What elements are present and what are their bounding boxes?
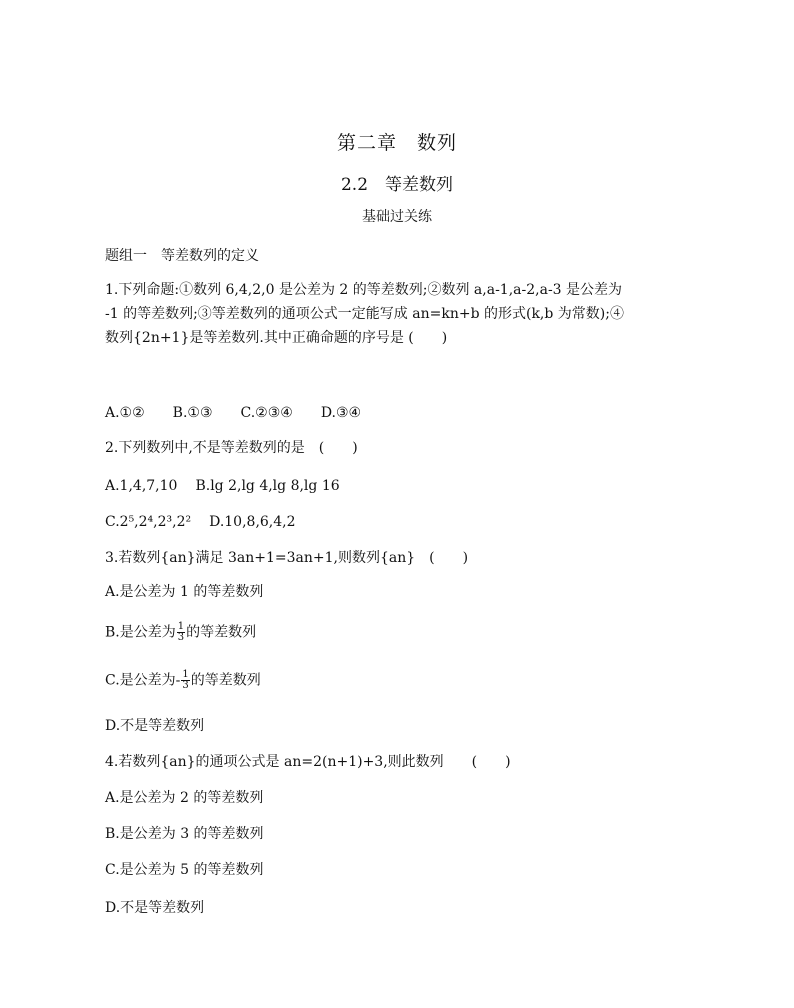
q2-option-d: D.10,8,6,4,2 <box>209 514 296 530</box>
q1-line-2: -1 的等差数列;③等差数列的通项公式一定能写成 an=kn+b 的形式(k,b 为常数);④ <box>105 306 624 322</box>
fraction-one-third <box>177 622 185 643</box>
group-title: 题组一 等差数列的定义 <box>105 248 259 264</box>
fraction-numerator: 1 <box>177 621 185 632</box>
q2-option-a: A.1,4,7,10 <box>105 478 178 494</box>
q2-options-row-1 <box>105 476 340 496</box>
q4-option-d: D.不是等差数列 <box>105 900 205 916</box>
q3-option-c-prefix: C.是公差为- <box>105 672 181 689</box>
q1-line-1: 1.下列命题:①数列 6,4,2,0 是公差为 2 的等差数列;②数列 a,a-1,a-2,a-3 是公差为 <box>105 282 623 298</box>
q3-option-b <box>105 622 256 643</box>
q4-option-c: C.是公差为 5 的等差数列 <box>105 862 264 878</box>
q4-option-b: B.是公差为 3 的等差数列 <box>105 826 264 842</box>
q3-stem: 3.若数列{an}满足 3an+1=3an+1,则数列{an} ( ) <box>105 550 469 566</box>
q3-option-c <box>105 670 261 691</box>
fraction-one-third <box>181 670 189 691</box>
practice-subtitle: 基础过关练 <box>362 209 432 225</box>
q2-option-c: C.2⁵,2⁴,2³,2² <box>105 514 192 530</box>
fraction-denominator: 3 <box>182 680 189 691</box>
q1-options: A.①② B.①③ C.②③④ D.③④ <box>105 405 362 421</box>
q4-stem: 4.若数列{an}的通项公式是 an=2(n+1)+3,则此数列 ( ) <box>105 754 511 770</box>
section-title: 2.2 等差数列 <box>340 175 454 195</box>
chapter-title: 第二章 数列 <box>336 132 457 154</box>
q2-options-row-2 <box>105 512 296 532</box>
fraction-denominator: 3 <box>177 632 185 643</box>
q3-option-b-prefix: B.是公差为 <box>105 624 176 641</box>
q4-option-a: A.是公差为 2 的等差数列 <box>105 790 264 806</box>
q2-option-b: B.lg 2,lg 4,lg 8,lg 16 <box>195 478 340 494</box>
q3-option-c-suffix: 的等差数列 <box>190 672 261 689</box>
q3-option-a: A.是公差为 1 的等差数列 <box>105 584 264 600</box>
q1-line-3: 数列{2n+1}是等差数列.其中正确命题的序号是 ( ) <box>105 330 448 346</box>
q2-stem: 2.下列数列中,不是等差数列的是 ( ) <box>105 440 358 456</box>
q3-option-b-suffix: 的等差数列 <box>186 624 257 641</box>
fraction-numerator: 1 <box>182 669 189 680</box>
q3-option-d: D.不是等差数列 <box>105 718 205 734</box>
